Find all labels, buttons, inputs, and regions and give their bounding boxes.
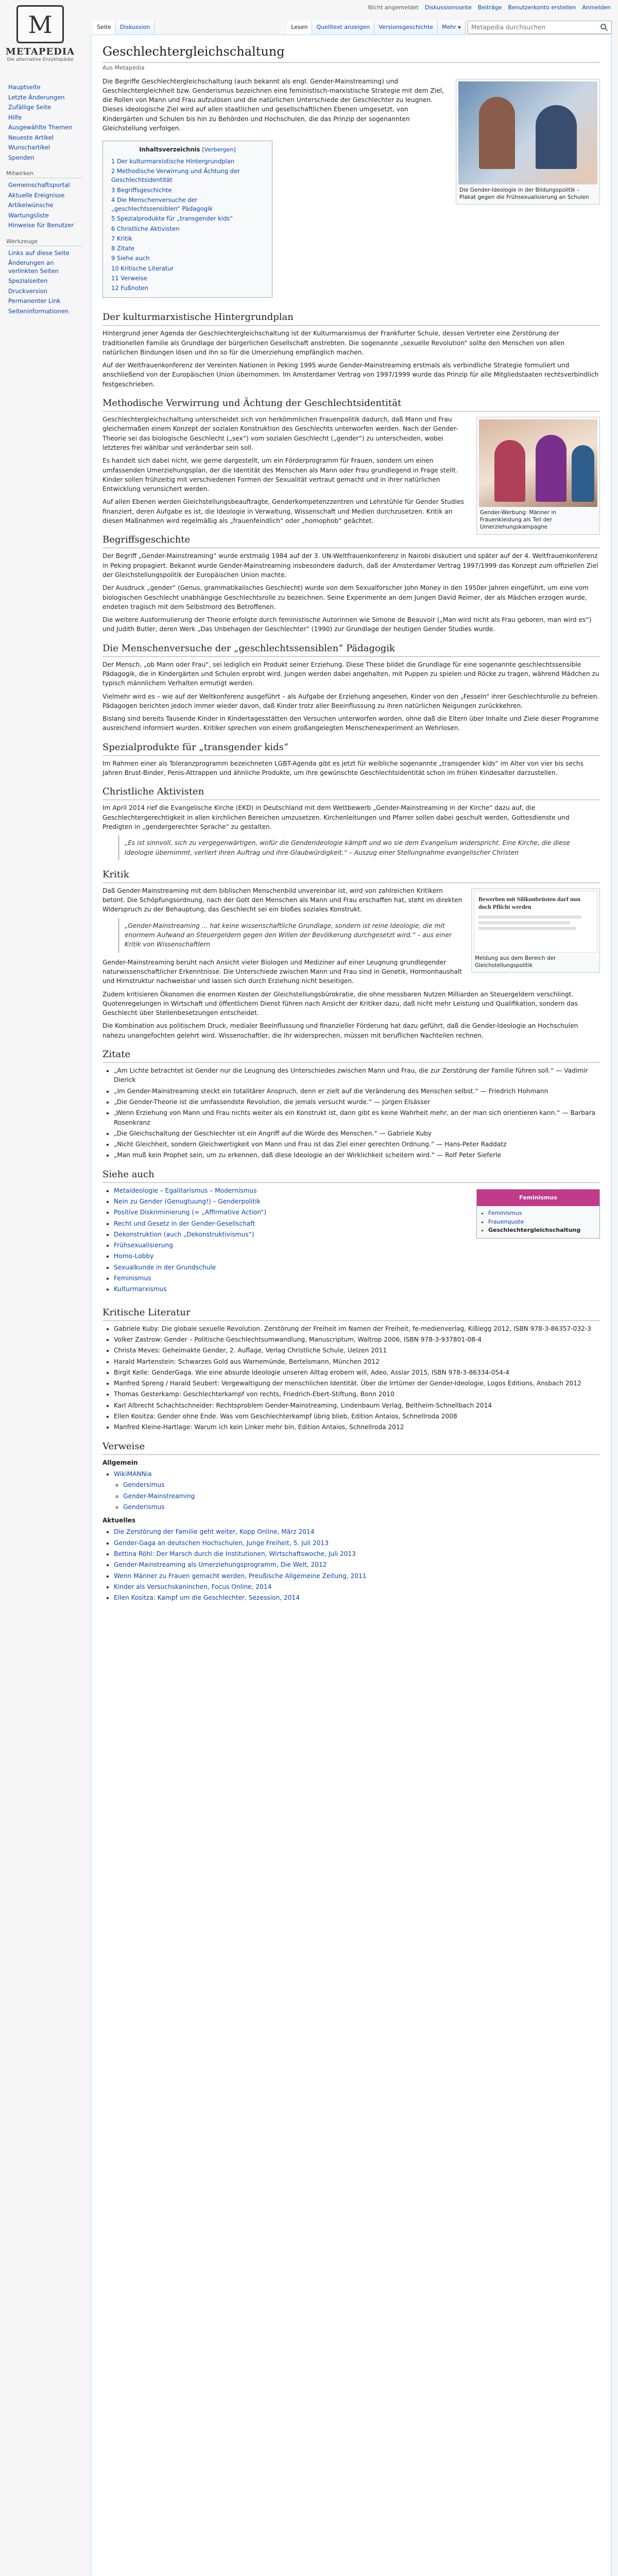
toc-item[interactable]: 12 Fußnoten	[111, 284, 149, 292]
tab-more-label: Mehr	[442, 24, 456, 30]
page-subtitle: Aus Metapedia	[102, 64, 145, 71]
section-heading: Spezialprodukte für „transgender kids“	[102, 740, 600, 756]
list-item[interactable]: Frühsexualisierung	[114, 1242, 173, 1249]
list-item[interactable]: Bettina Röhl: Der Marsch durch die Institutionen, Wirtschaftswoche, Juli 2013	[114, 1550, 356, 1557]
personal-talk-link[interactable]: Diskussionsseite	[424, 4, 472, 11]
list-item[interactable]: Recht und Gesetz in der Gender-Gesellschaft	[114, 1219, 255, 1227]
toc-title: Inhaltsverzeichnis	[139, 146, 200, 154]
list-item: • Gabriele Kuby: Die globale sexuelle Revolution. Zerstörung der Freiheit im Namen der Freiheit, fe-medienverlag, Kißlegg 2012, ISBN 978-3-86357-032-3	[114, 1324, 600, 1333]
section-paragraph: Hintergrund jener Agenda der Geschlechtergleichschaltung ist der Kulturmarxismus der Frankfurter Schule, dessen Vertreter eine Zerstörung der traditionellen Familie als Grundlage der bürgerlichen Gesellschaft anstrebten. Die sogenannte „sexuelle Revolution“ sollte den Menschen von allen natürlichen Bindungen lösen und ihn so für die Umerziehung empfänglich machen.	[102, 330, 565, 356]
search-input[interactable]	[468, 21, 597, 33]
section-paragraph: Geschlechtergleichschaltung unterscheidet sich von herkömmlichen Frauenpolitik dadurch, daß Mann und Frau gleichermaßen einem Konzept der sozialen Konstruktion des Geschlechts unterworfen werden. Nach der Gender-Theorie sei das biologische Geschlecht („sex“) vom sozialen Geschlecht („gender“) zu unterscheiden, wobei letzteres frei wählbar und veränderbar sein soll.	[102, 416, 458, 451]
list-item[interactable]: WikiMANNia	[114, 1470, 152, 1478]
navigation-box-item-current: Geschlechtergleichschaltung	[488, 1227, 581, 1234]
thumbnail-2-caption: Gender-Werbung: Männer in Frauenkleidung als Teil der Umerziehungskampagne	[480, 510, 556, 531]
namespace-tabs	[93, 21, 154, 35]
sidebar-navigation	[5, 82, 82, 163]
sidebar-item-page-info[interactable]: Seiteninformationen	[8, 307, 69, 315]
sidebar-item-special-pages[interactable]: Spezialseiten	[8, 277, 48, 285]
section-paragraph: Die weitere Ausformulierung der Theorie erfolgte durch feministische Autorinnen wie Simone de Beauvoir („Man wird nicht als Frau geboren, man wird es“) und Judith Butler, deren Werk „Das Unbehagen der Geschlechter“ (1990) zur Grundlage der heutigen Gender Studies wurde.	[102, 616, 592, 633]
site-logo[interactable]	[4, 3, 76, 75]
tab-view-source[interactable]: Quelltext anzeigen	[312, 21, 374, 35]
list-item[interactable]: Wenn Männer zu Frauen gemacht werden, Preußische Allgemeine Zeitung, 2011	[114, 1572, 367, 1580]
logo-tagline: Die alternative Enzyklopädie	[7, 57, 74, 62]
navigation-box-item[interactable]: Feminismus	[488, 1210, 522, 1217]
tab-discussion[interactable]: Diskussion	[116, 21, 154, 35]
tab-history[interactable]: Versionsgeschichte	[374, 21, 438, 35]
list-item: • „Man muß kein Prophet sein, um zu erkennen, daß diese Ideologie an der Wirklichkeit scheitern wird.“ — Rolf Peter Sieferle	[114, 1150, 600, 1160]
list-item[interactable]: Feminismus	[114, 1275, 151, 1282]
personal-contribs-link[interactable]: Beiträge	[477, 4, 502, 11]
toc-item[interactable]: 11 Verweise	[111, 274, 147, 282]
page-title: Geschlechtergleichschaltung	[102, 42, 600, 63]
thumbnail-1-caption: Die Gender-Ideologie in der Bildungspolitik – Plakat gegen die Frühsexualisierung an Schulen	[459, 187, 589, 200]
sidebar-item-what-links-here[interactable]: Links auf diese Seite	[8, 249, 70, 257]
toc-item[interactable]: 5 Spezialprodukte für „transgender kids“	[111, 215, 233, 223]
list-item[interactable]: Kulturmarxismus	[114, 1285, 167, 1293]
list-item: • Manfred Kleine-Hartlage: Warum ich kein Linker mehr bin, Edition Antaios, Schnellroda 2012	[114, 1422, 600, 1432]
section-heading: Kritik	[102, 868, 600, 883]
toc-item[interactable]: 8 Zitate	[111, 245, 135, 252]
quote-block: „Es ist sinnvoll, sich zu vergegenwärtigen, wofür die Genderideologie kämpft und wo sie dem Evangelium widerspricht. Eine Kirche, die diese Ideologie übernimmt, verliert ihren Auftrag und ihre Glaubwürdigkeit.“ – Auszug einer Stellungnahme evangelischer Christen	[118, 835, 585, 860]
section-heading: Die Menschenversuche der „geschlechtssensiblen“ Pädagogik	[102, 641, 600, 657]
sidebar-item-related-changes[interactable]: Änderungen an verlinkten Seiten	[8, 259, 59, 275]
section-paragraph: Bislang sind bereits Tausende Kinder in Kindertagesstätten den Versuchen unterworfen worden, ohne daß die Eltern über Inhalte und Ziele dieser Programme ausreichend informiert wurden. Kritiker sprechen von einem großangelegten Menschenexperiment an Wehrlosen.	[102, 715, 599, 732]
links-current-list	[114, 1527, 600, 1602]
navigation-box-heading: Feminismus	[477, 1190, 599, 1207]
thumbnail-2	[476, 417, 600, 535]
section-paragraph: Auf der Weltfrauenkonferenz der Vereinten Nationen in Peking 1995 wurde Gender-Mainstreaming erstmals als verbindliche Strategie formuliert und anschließend von der Europäischen Union übernommen. Im Amsterdamer Vertrag von 1997/1999 wurde das Prinzip für alle Mitgliedstaaten rechtsverbindlich festgeschrieben.	[102, 362, 599, 388]
personal-create-account-link[interactable]: Benutzerkonto erstellen	[508, 4, 576, 11]
quotes-list	[114, 1066, 600, 1160]
list-item[interactable]: Kinder als Versuchskaninchen, Focus Online, 2014	[114, 1583, 272, 1590]
personal-tools	[368, 4, 611, 11]
list-item[interactable]: Sexualkunde in der Grundschule	[114, 1263, 216, 1271]
search-icon[interactable]	[600, 23, 608, 31]
sidebar-heading-tools: Werkzeuge	[6, 238, 82, 246]
section-heading: Verweise	[102, 1439, 600, 1455]
list-item[interactable]: Genderismus	[123, 1503, 165, 1511]
sidebar-item-recent-changes[interactable]: Letzte Änderungen	[8, 93, 65, 101]
section-paragraph: Der Begriff „Gender-Mainstreaming“ wurde erstmalig 1984 auf der 3. UN-Weltfrauenkonferenz in Nairobi diskutiert und später auf der 4. Weltfrauenkonferenz in Peking propagiert. Bekannt wurde Gender-Mainstreaming insbesondere dadurch, daß der Amsterdamer Vertrag 1997/1999 das Konzept zum offiziellen Ziel der Gleichstellungspolitik der Europäischen Union machte.	[102, 552, 598, 579]
thumbnail-1-image[interactable]	[458, 81, 597, 184]
sidebar-item-requested-articles[interactable]: Wunschartikel	[8, 144, 50, 151]
intro-paragraph: Die Begriffe Geschlechtergleichschaltung (auch bekannt als engl. Gender-Mainstreaming) und Geschlechtergleichheit bzw. Genderismus bezeichnen eine feministisch-marxistische Strategie mit dem Ziel, die Rollen von Mann und Frau aufzulösen und die natürlichen Unterschiede der Geschlechter zu leugnen. Dieses ideologische Ziel wird auf allen staatlichen und gesellschaftlichen Ebenen umgesetzt, von Kindergärten und Schulen bis hin zu Behörden und Hochschulen, die das Prinzip der sogenannten Gleichstellung verfolgen.	[102, 77, 444, 132]
sidebar-item-newest-articles[interactable]: Neueste Artikel	[8, 133, 54, 141]
section-paragraph: Die Kombination aus politischem Druck, medialer Beeinflussung und finanzieller Förderung hat dazu geführt, daß die Gender-Ideologie an Hochschulen nahezu unangefochten gelehrt wird. Wissenschaftler, die ihr widersprechen, müssen mit beruflichen Nachteilen rechnen.	[102, 1022, 578, 1039]
sidebar-item-permalink[interactable]: Permanenter Link	[8, 297, 61, 305]
list-item: • Karl Albrecht Schachtschneider: Rechtsproblem Gender-Mainstreaming, Lindenbaum Verlag, Beltheim-Schnellbach 2014	[114, 1401, 600, 1410]
sidebar-item-current-events[interactable]: Aktuelle Ereignisse	[8, 191, 65, 199]
list-item[interactable]: Ellen Kositza: Kampf um die Geschlechter, Sezession, 2014	[114, 1594, 300, 1602]
list-item[interactable]: Dekonstruktion (auch „Dekonstruktivismus“)	[114, 1230, 254, 1238]
thumbnail-3	[471, 888, 600, 973]
logo-mark: M	[16, 5, 64, 43]
section-paragraph: Der Mensch, „ob Mann oder Frau“, sei lediglich ein Produkt seiner Erziehung. Diese These bildet die Grundlage für eine sogenannte geschlechtssensible Pädagogik, die in Kindergärten und Schulen erprobt wird. Jungen werden dabei angehalten, mit Puppen zu spielen und Röcke zu tragen, während Mädchen zu typisch männlichem Verhalten ermutigt werden.	[102, 660, 599, 687]
list-item: • „Die Gender-Theorie ist die umfassendste Revolution, die jemals versucht wurde.“ — Jürgen Elsässer	[114, 1097, 600, 1107]
thumbnail-3-caption: Meldung aus dem Bereich der Gleichstellungspolitik	[475, 955, 556, 969]
chevron-down-icon: ▼	[457, 25, 461, 30]
navigation-box-feminism	[476, 1189, 600, 1239]
list-item[interactable]: Metaideologie – Egalitarismus – Modernismus	[114, 1187, 257, 1194]
sidebar-item-article-requests[interactable]: Artikelwünsche	[8, 201, 54, 209]
navigation-box-item[interactable]: Frauenquote	[488, 1218, 524, 1225]
list-item[interactable]: Gender-Mainstreaming als Umerziehungsprogramm, Die Welt, 2012	[114, 1561, 327, 1569]
toc-item[interactable]: 2 Methodische Verwirrung und Ächtung der Geschlechtsidentität	[111, 167, 240, 184]
section-heading: Der kulturmarxistische Hintergrundplan	[102, 310, 600, 326]
sidebar-item-random-page[interactable]: Zufällige Seite	[8, 104, 52, 111]
sidebar-item-main-page[interactable]: Hauptseite	[8, 83, 41, 91]
toc-hide-toggle[interactable]: [Verbergen]	[202, 146, 236, 154]
search-box	[468, 21, 612, 34]
toc-item[interactable]: 10 Kritische Literatur	[111, 264, 174, 272]
section-paragraph: Vielmehr wird es – wie auf der Weltkonferenz ausgeführt – als Aufgabe der Erziehung angesehen, Kinder von den „Fesseln“ ihrer Geschlechtsrolle zu befreien. Pädagogen berichten jedoch immer wieder davon, daß Kinder trotz aller Beeinflussung zu ihren natürlichen Neigungen zurückkehren.	[102, 692, 599, 709]
personal-not-logged-in: Nicht angemeldet	[368, 4, 419, 11]
view-tabs	[287, 21, 466, 35]
list-item[interactable]: Gender-Gaga an deutschen Hochschulen, Junge Freiheit, 5. Juli 2013	[114, 1539, 329, 1547]
list-item: • Thomas Gesterkamp: Geschlechterkampf von rechts, Friedrich-Ebert-Stiftung, Bonn 2010	[114, 1389, 600, 1399]
toc-item[interactable]: 3 Begriffsgeschichte	[111, 186, 172, 194]
section-paragraph: Im Rahmen einer als Toleranzprogramm bezeichneten LGBT-Agenda gibt es jetzt für weibliche sogenannte „transgender kids“ im Alter von vier bis sechs Jahren Brust-Binder, Penis-Attrappen und ähnliche Produkte, um ihre gewünschte Geschlechtsidentität schon im frühen Kindesalter darzustellen.	[102, 759, 583, 777]
table-of-contents	[102, 141, 272, 298]
thumbnail-2-image[interactable]	[479, 419, 597, 507]
toc-item[interactable]: 9 Siehe auch	[111, 255, 150, 262]
section-heading: Kritische Literatur	[102, 1306, 600, 1321]
list-item: • Ellen Kositza: Gender ohne Ende. Was vom Geschlechterkampf übrig blieb, Edition Antaios, Schnellroda 2008	[114, 1412, 600, 1421]
section-heading: Siehe auch	[102, 1167, 600, 1183]
sidebar-item-help[interactable]: Hilfe	[8, 113, 22, 121]
toc-item[interactable]: 1 Der kulturmarxistische Hintergrundplan	[111, 157, 235, 165]
section-paragraph: Im April 2014 rief die Evangelische Kirche (EKD) in Deutschland mit dem Wettbewerb „Gender-Mainstreaming in der Kirche“ dazu auf, die Geschlechtergerechtigkeit in allen kirchlichen Bereichen umzusetzen. Kirchenleitungen und Pfarrer sollen dabei geschult werden, Gottesdienste und Predigten in „gendergerechter Sprache“ zu gestalten.	[102, 804, 570, 831]
sidebar-item-user-notes[interactable]: Hinweise für Benutzer	[8, 222, 74, 229]
sidebar-item-selected-topics[interactable]: Ausgewählte Themen	[8, 124, 73, 131]
toc-item[interactable]: 7 Kritik	[111, 234, 132, 242]
sidebar	[5, 82, 82, 324]
sidebar-participate	[5, 170, 82, 231]
section-heading: Begriffsgeschichte	[102, 533, 600, 548]
list-item: • Christa Meves: Geheimakte Gender, 2. Auflage, Verlag Christliche Schule, Uelzen 2011	[114, 1346, 600, 1355]
tab-more[interactable]	[438, 21, 466, 35]
thumbnail-1	[456, 79, 600, 205]
sidebar-item-donate[interactable]: Spenden	[8, 154, 35, 161]
section-paragraph: Daß Gender-Mainstreaming mit dem biblischen Menschenbild unvereinbar ist, wird von zahlreichen Kritikern betont. Die Schöpfungsordnung, nach der Gott den Menschen als Mann und Frau erschaffen hat, steht im direkten Widerspruch zu der Behauptung, das Geschlecht sei ein bloßes soziales Konstrukt.	[102, 887, 462, 913]
thumbnail-3-headline: Bewerben mit Silikonbrüsten darf nun doch Pflicht werden	[478, 895, 581, 911]
links-general-list	[114, 1469, 600, 1512]
list-item[interactable]: Homo-Lobby	[114, 1252, 154, 1260]
subsection-heading: Aktuelles	[102, 1517, 136, 1524]
tab-read[interactable]: Lesen	[287, 21, 312, 35]
list-item: • Volker Zastrow: Gender – Politische Geschlechtsumwandlung, Manuscriptum, Waltrop 2006, ISBN 978-3-937801-08-4	[114, 1335, 600, 1344]
thumbnail-3-image[interactable]	[474, 891, 597, 953]
list-item[interactable]: Positive Diskriminierung (= „Affirmative Action“)	[114, 1209, 267, 1216]
list-item: • Manfred Spreng / Harald Seubert: Vergewaltigung der menschlichen Identität. Über die Irrtümer der Gender-Ideologie, Logos Editions, Ansbach 2012	[114, 1379, 600, 1388]
literature-list	[114, 1324, 600, 1432]
list-item[interactable]: Die Zerstörung der Familie geht weiter, Kopp Online, März 2014	[114, 1528, 315, 1536]
subsection-heading: Allgemein	[102, 1459, 138, 1466]
sidebar-heading-participate: Mitwirken	[6, 170, 82, 178]
list-item: • „Nicht Gleichheit, sondern Gleichwertigkeit von Mann und Frau ist das Ziel einer gerechten Ordnung.“ — Hans-Peter Raddatz	[114, 1140, 600, 1149]
sidebar-item-print[interactable]: Druckversion	[8, 287, 47, 295]
list-item: • „Die Gleichschaltung der Geschlechter ist ein Angriff auf die Würde des Menschen.“ — Gabriele Kuby	[114, 1129, 600, 1138]
section-paragraph: Zudem kritisieren Ökonomen die enormen Kosten der Gleichstellungsbürokratie, die ohne messbaren Nutzen Milliarden an Steuergeldern verschlingt. Quotenregelungen in Wirtschaft und öffentlichem Dienst führen nach Ansicht der Kritiker dazu, daß nicht mehr Leistung und Qualifikation, sondern das Geschlecht über Stellenbesetzungen entscheidet.	[102, 990, 578, 1017]
sidebar-item-maintenance[interactable]: Wartungsliste	[8, 211, 49, 219]
main-content	[91, 35, 612, 2576]
section-heading: Christliche Aktivisten	[102, 785, 600, 800]
list-item: • „Im Gender-Mainstreaming steckt ein totalitärer Anspruch, denn er zielt auf die Veränderung des Menschen selbst.“ — Friedrich Hohmann	[114, 1087, 600, 1096]
section-paragraph: Der Ausdruck „gender“ (Genus, grammatikalisches Geschlecht) wurde von dem Sexualforscher John Money in den 1950er Jahren eingeführt, um eine vom biologischen Geschlecht unabhängige Geschlechtsrolle zu bezeichnen. Seine Experimente an dem Jungen David Reimer, der als Mädchen erzogen wurde, endeten tragisch mit dem Selbstmord des Betroffenen.	[102, 584, 589, 611]
section-heading: Methodische Verwirrung und Ächtung der Geschlechtsidentität	[102, 396, 600, 412]
list-item[interactable]: Gendersimus	[123, 1481, 165, 1489]
sidebar-tools	[5, 238, 82, 317]
list-item[interactable]: Gender-Mainstreaming	[123, 1492, 195, 1500]
quote-block: „Gender-Mainstreaming ... hat keine wissenschaftliche Grundlage, sondern ist reine Ideologie, die mit enormem Aufwand an Steuergeldern gegen den Willen der Bevölkerung durchgesetzt wird.“ – aus einer Kritik von Wissenschaftlern	[118, 918, 585, 953]
list-item: • Harald Martenstein: Schwarzes Gold aus Warnemünde, Bertelsmann, München 2012	[114, 1357, 600, 1366]
toc-item[interactable]: 4 Die Menschenversuche der „geschlechtssensiblen“ Pädagogik	[111, 196, 213, 213]
personal-login-link[interactable]: Anmelden	[582, 4, 611, 11]
list-item[interactable]: Nein zu Gender (Genugtuung!) – Genderpolitik	[114, 1197, 261, 1205]
section-heading: Zitate	[102, 1047, 600, 1063]
list-item: • „Wenn Erziehung von Mann und Frau nichts weiter als ein Konstrukt ist, dann gibt es keine Wahrheit mehr, an der man sich orientieren kann.“ — Barbara Rosenkranz	[114, 1108, 600, 1127]
list-item: • „Am Lichte betrachtet ist Gender nur die Leugnung des Unterschiedes zwischen Mann und Frau, die zur Zerstörung der Familie führen soll.“ — Vadimir Dierick	[114, 1066, 600, 1085]
logo-wordmark: METAPEDIA	[5, 46, 75, 57]
section-paragraph: Gender-Mainstreaming beruht nach Ansicht vieler Biologen und Mediziner auf einer Leugnung grundlegender naturwissenschaftlicher Erkenntnisse. Die Unterschiede zwischen Mann und Frau sind in Genetik, Hormonhaushalt und Hirnstruktur nachweisbar und lassen sich durch Erziehung nicht beseitigen.	[102, 958, 462, 985]
list-item: • Birgit Kelle: GenderGaga. Wie eine absurde Ideologie unseren Alltag erobern will, Adeo, Asslar 2015, ISBN 978-3-86334-054-4	[114, 1368, 600, 1377]
section-paragraph: Auf allen Ebenen werden Gleichstellungsbeauftragte, Genderkompetenzzentren und Lehrstühle für Gender Studies finanziert, deren Aufgabe es ist, die Ideologie in Verwaltung, Wissenschaft und Medien durchzusetzen. Kritik an diesen Maßnahmen wird regelmäßig als „frauenfeindlich“ oder „homophob“ geächtet.	[102, 498, 464, 525]
section-paragraph: Es handelt sich dabei nicht, wie gerne dargestellt, um ein Förderprogramm für Frauen, sondern um einen umfassenden Umerziehungsplan, der die Identität des Menschen als Mann oder Frau grundlegend in Frage stellt. Kinder sollen frühzeitig mit verschiedenen Formen der Sexualität vertraut gemacht und in ihrer natürlichen Entwicklung verunsichert werden.	[102, 457, 458, 493]
sidebar-item-community-portal[interactable]: Gemeinschaftsportal	[8, 181, 70, 189]
tab-page[interactable]: Seite	[93, 21, 116, 35]
toc-item[interactable]: 6 Christliche Aktivisten	[111, 225, 180, 232]
